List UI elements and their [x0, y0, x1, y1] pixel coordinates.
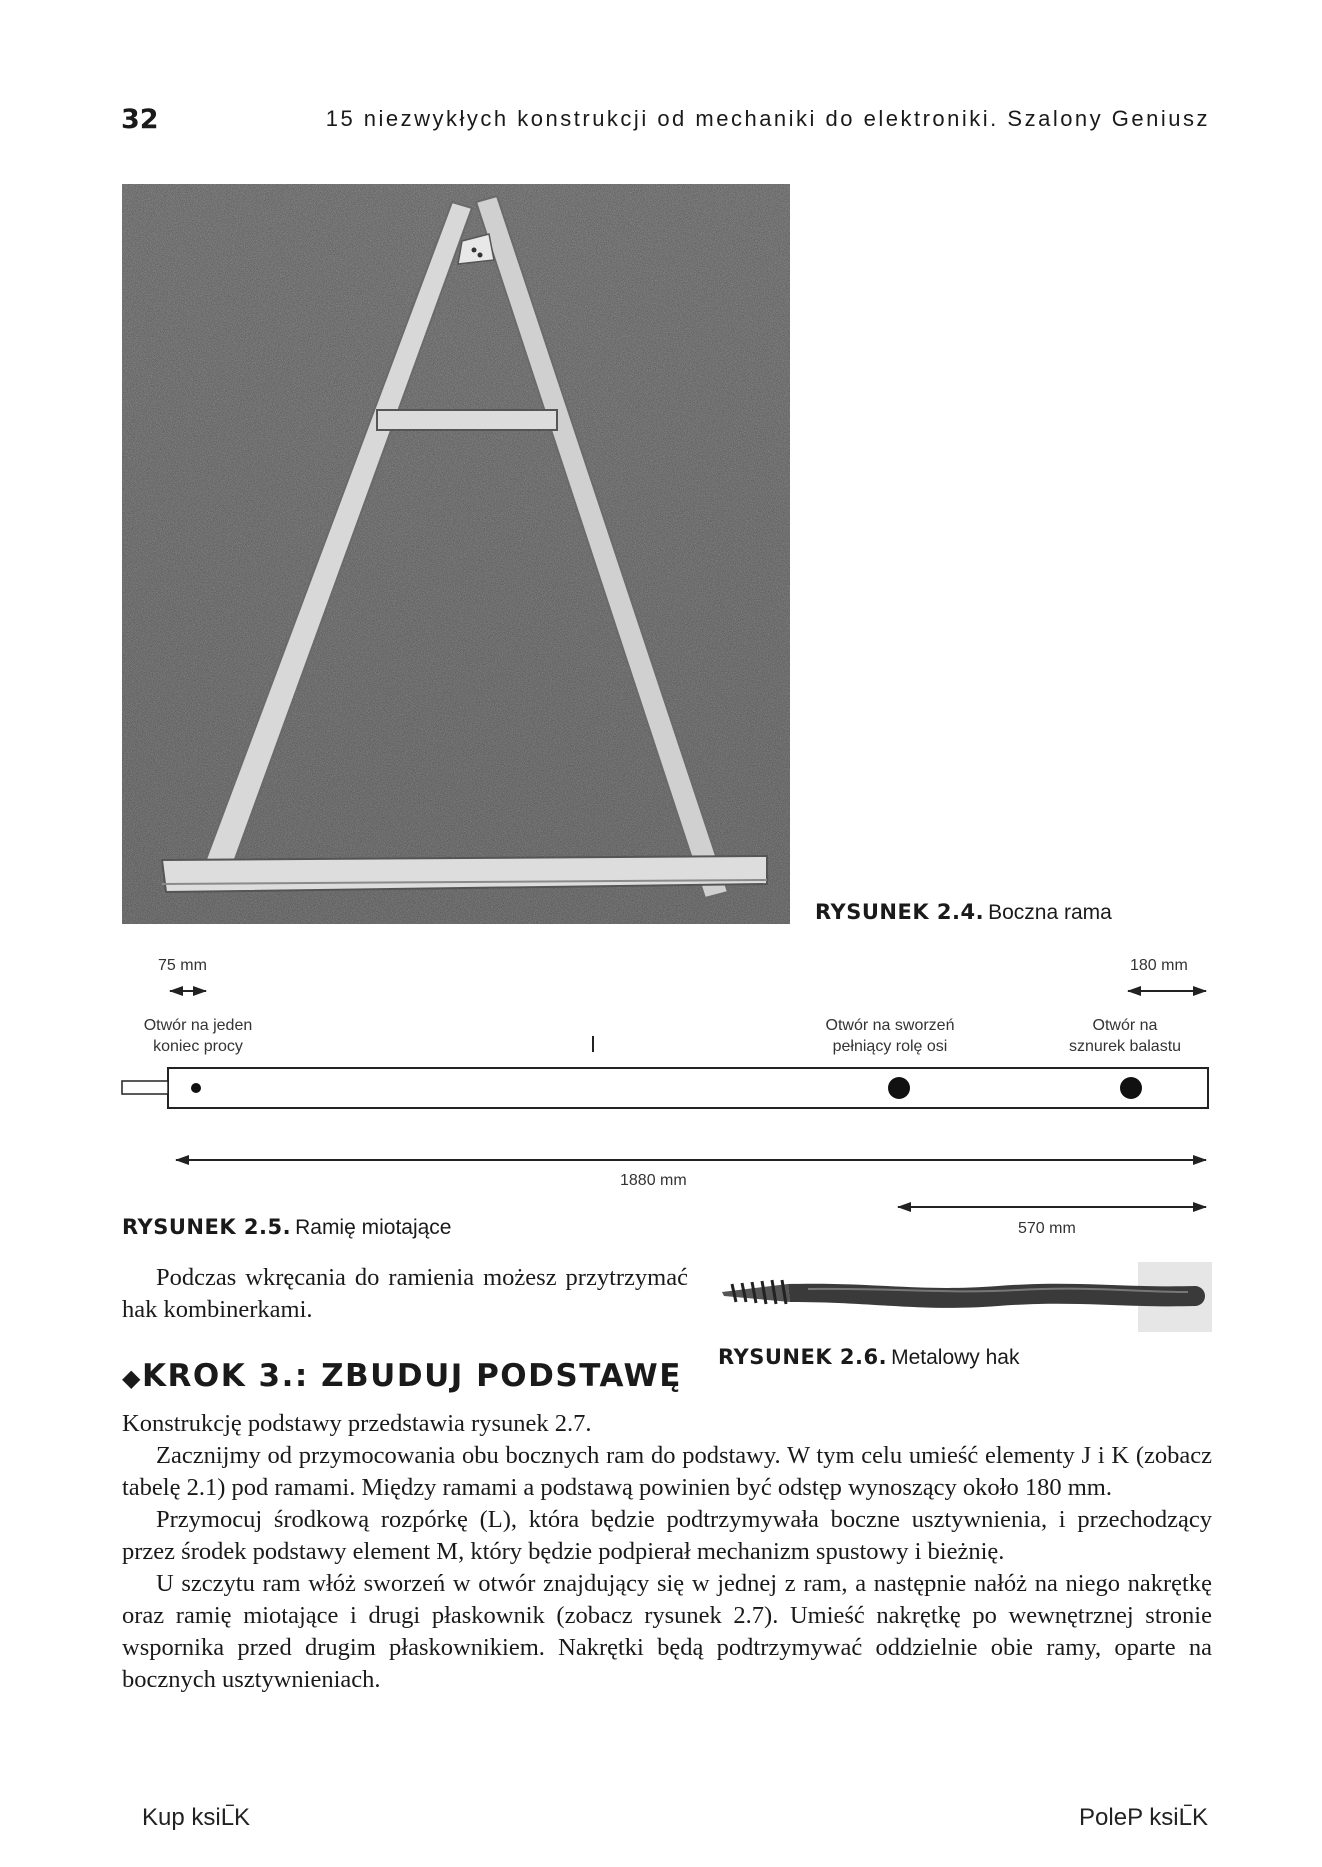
figure-2-6-caption — [718, 1345, 1019, 1370]
hole-2 — [888, 1077, 910, 1099]
body-text — [122, 1408, 1212, 1696]
paragraph-3: Przymocuj środkową rozpórkę (L), która będzie podtrzymywała boczne usztywnienia, i przechodzący przez środek podstawy element M, który będzie podpierał mechanizm spustowy i bieżnię. — [122, 1506, 1212, 1565]
hole-3 — [1120, 1077, 1142, 1099]
dim-1880-label: 1880 mm — [620, 1172, 687, 1189]
footer-recommend-book[interactable]: PoleP ksiLࠢK — [1079, 1804, 1208, 1831]
page-number: 32 — [121, 104, 159, 135]
paragraph-4: U szczytu ram włóż sworzeń w otwór znajdujący się w jednej z ram, a następnie nałóż na niego nakrętkę oraz ramię miotające i drugi płaskownik (zobacz rysunek 2.7). Umieść nakrętkę po wewnętrznej stronie wspornika przed drugim płaskownikiem. Nakrętki będą podtrzymywać oddzielnie obie ramy, oparte na bocznych usztywnieniach. — [122, 1570, 1212, 1693]
step-3-heading-text: KROK 3.: ZBUDUJ PODSTAWĘ — [141, 1358, 682, 1394]
running-header: 15 niezwykłych konstrukcji od mechaniki do elektroniki. Szalony Geniusz — [325, 106, 1210, 131]
step-3-heading — [122, 1358, 682, 1394]
figure-2-5-label: RYSUNEK 2.5. — [122, 1215, 292, 1239]
metal-hook-photo — [718, 1262, 1212, 1332]
paragraph-1: Konstrukcję podstawy przedstawia rysunek 2.7. — [122, 1410, 592, 1437]
hook-paragraph — [122, 1262, 688, 1326]
figure-2-5-caption — [122, 1215, 452, 1240]
hole-1-line-2: koniec procy — [153, 1038, 243, 1055]
hole-2-line-1: Otwór na sworzeń — [825, 1017, 955, 1034]
hook-paragraph-text: Podczas wkręcania do ramienia możesz przytrzymać hak kombinerkami. — [122, 1264, 688, 1323]
hole-2-line-2: pełniący rolę osi — [832, 1038, 948, 1055]
hole-1-line-1: Otwór na jeden — [143, 1017, 253, 1034]
hole-3-line-1: Otwór na — [1092, 1017, 1158, 1034]
figure-2-4-caption — [815, 900, 1112, 925]
dim-75-label: 75 mm — [158, 957, 207, 974]
paragraph-2: Zacznijmy od przymocowania obu bocznych ram do podstawy. W tym celu umieść elementy J i K (zobacz tabelę 2.1) pod ramami. Między ramami a podstawą powinien być odstęp wynoszący około 180 mm. — [122, 1442, 1212, 1501]
dim-180-label: 180 mm — [1130, 957, 1188, 974]
figure-2-6-label: RYSUNEK 2.6. — [718, 1345, 888, 1369]
figure-2-4-title: Boczna rama — [988, 901, 1112, 924]
diamond-bullet-icon: ◆ — [122, 1364, 142, 1392]
figure-2-4-label: RYSUNEK 2.4. — [815, 900, 985, 924]
figure-2-5-title: Ramię miotające — [295, 1216, 452, 1239]
frame-crossbar — [377, 410, 557, 430]
footer-buy-book[interactable]: Kup ksiLࠢK — [142, 1804, 251, 1831]
dim-570-label: 570 mm — [1018, 1220, 1076, 1237]
arm-bar — [168, 1068, 1208, 1108]
figure-2-6-title: Metalowy hak — [891, 1346, 1020, 1369]
arm-pin — [122, 1081, 168, 1094]
hole-1 — [191, 1083, 201, 1093]
hole-3-line-2: sznurek balastu — [1068, 1038, 1182, 1055]
side-frame-photo — [122, 184, 790, 924]
